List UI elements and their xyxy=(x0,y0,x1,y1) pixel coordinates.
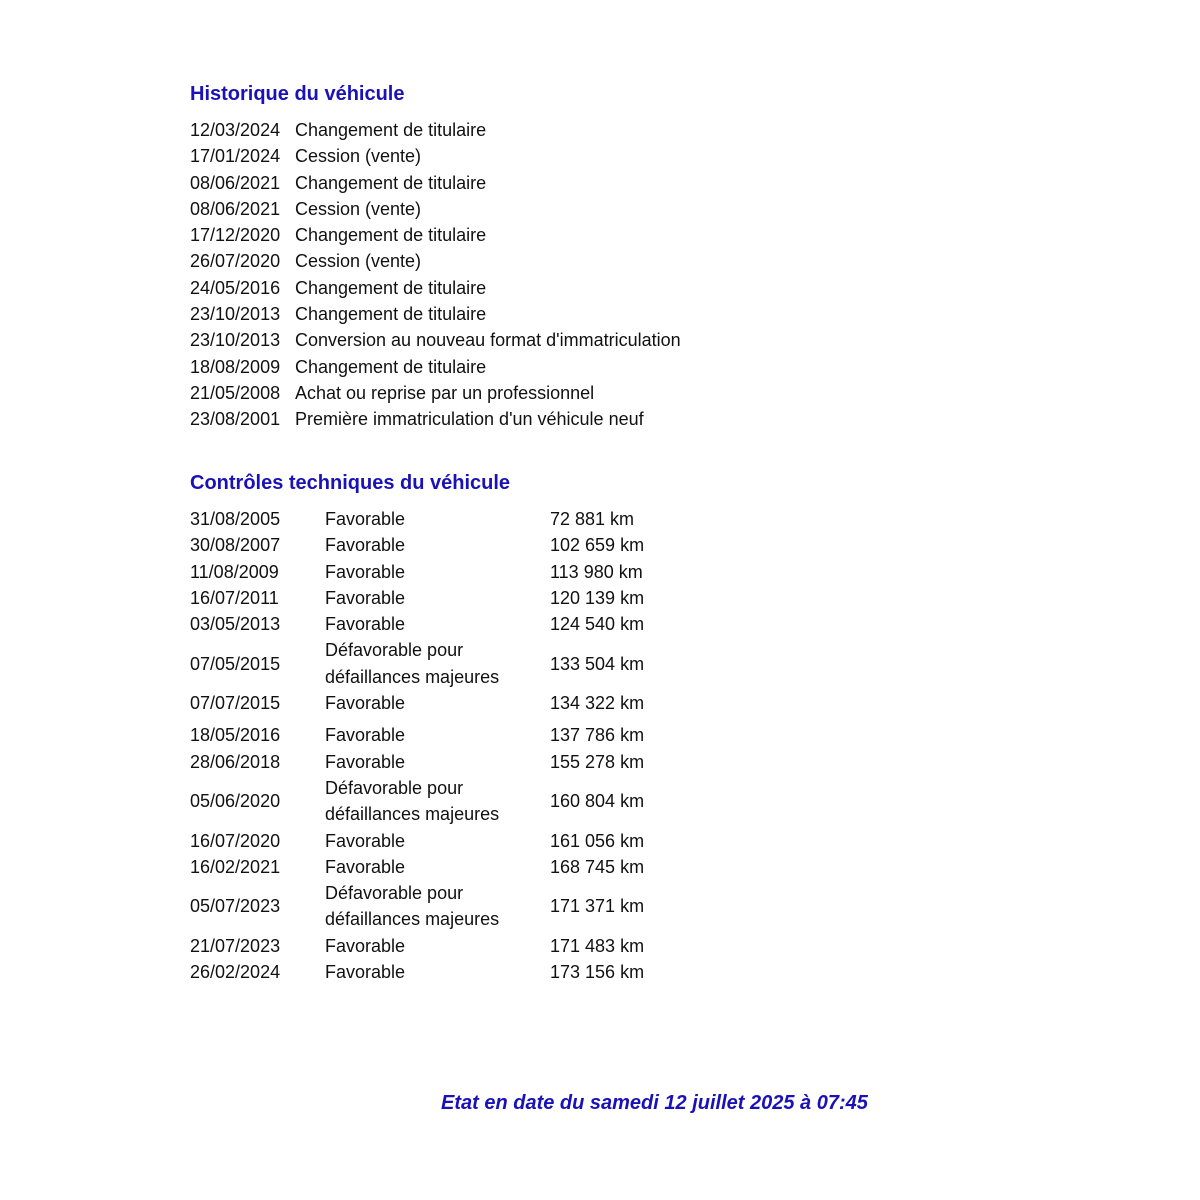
history-event: Changement de titulaire xyxy=(295,120,487,140)
control-date: 16/07/2020 xyxy=(190,830,281,851)
control-row xyxy=(190,749,670,775)
control-result-text: Favorable xyxy=(325,856,406,877)
control-mileage: 168 745 km xyxy=(550,856,645,877)
history-row xyxy=(190,170,681,196)
control-row xyxy=(190,959,670,985)
control-row xyxy=(190,722,670,748)
control-date: 31/08/2005 xyxy=(190,509,281,529)
history-date: 23/08/2001 xyxy=(190,409,281,430)
control-result xyxy=(325,933,550,959)
control-result xyxy=(325,828,550,854)
control-result-text: Favorable xyxy=(325,561,406,582)
control-mileage: 134 322 km xyxy=(550,693,645,714)
control-row xyxy=(190,775,670,828)
control-result-text: Favorable xyxy=(325,830,406,851)
control-result-text: Favorable xyxy=(325,751,406,772)
history-date: 23/10/2013 xyxy=(190,330,281,351)
control-result xyxy=(325,690,550,722)
control-mileage: 155 278 km xyxy=(550,751,645,772)
history-event: Cession (vente) xyxy=(295,198,422,219)
control-result-text: Favorable xyxy=(325,509,406,529)
control-date: 05/07/2023 xyxy=(190,896,281,917)
history-event: Cession (vente) xyxy=(295,146,422,167)
control-row xyxy=(190,532,670,558)
control-date: 05/06/2020 xyxy=(190,791,281,812)
technical-controls-table xyxy=(190,506,670,985)
history-date: 08/06/2021 xyxy=(190,198,281,219)
control-date: 30/08/2007 xyxy=(190,535,281,556)
control-mileage: 113 980 km xyxy=(550,561,643,582)
control-result-text: Favorable xyxy=(325,962,406,983)
history-date: 26/07/2020 xyxy=(190,251,281,272)
control-row xyxy=(190,559,670,585)
history-date: 17/12/2020 xyxy=(190,225,281,246)
control-row xyxy=(190,854,670,880)
control-mileage: 161 056 km xyxy=(550,830,645,851)
control-row xyxy=(190,933,670,959)
control-result xyxy=(325,722,550,748)
history-date: 23/10/2013 xyxy=(190,304,281,325)
control-result xyxy=(325,775,550,828)
history-date: 18/08/2009 xyxy=(190,356,281,377)
control-result xyxy=(325,637,550,690)
control-mileage: 124 540 km xyxy=(550,614,645,635)
history-date: 12/03/2024 xyxy=(190,120,281,140)
history-event: Cession (vente) xyxy=(295,251,422,272)
control-result-text: Favorable xyxy=(325,614,406,635)
control-date: 16/07/2011 xyxy=(190,587,279,608)
history-row xyxy=(190,196,681,222)
control-result xyxy=(325,854,550,880)
control-date: 07/07/2015 xyxy=(190,693,281,714)
control-result xyxy=(325,959,550,985)
history-event: Changement de titulaire xyxy=(295,356,487,377)
control-result-text: Défavorable pour défaillances majeures xyxy=(325,883,500,930)
history-row xyxy=(190,275,681,301)
history-date: 17/01/2024 xyxy=(190,146,281,167)
history-row xyxy=(190,380,681,406)
control-result-text: Favorable xyxy=(325,535,406,556)
history-date: 21/05/2008 xyxy=(190,382,281,403)
history-row xyxy=(190,248,681,274)
control-result-text: Défavorable pour défaillances majeures xyxy=(325,640,500,687)
history-section-title: Historique du véhicule xyxy=(190,83,405,105)
history-event: Achat ou reprise par un professionnel xyxy=(295,382,595,403)
control-result-text: Défavorable pour défaillances majeures xyxy=(325,777,500,825)
history-event: Changement de titulaire xyxy=(295,304,487,325)
control-result-text: Favorable xyxy=(325,587,406,608)
control-mileage: 171 371 km xyxy=(550,896,645,917)
control-result xyxy=(325,749,550,775)
controls-section-title: Contrôles techniques du véhicule xyxy=(190,472,511,494)
control-date: 03/05/2013 xyxy=(190,614,281,635)
control-date: 18/05/2016 xyxy=(190,725,281,746)
control-mileage: 102 659 km xyxy=(550,535,645,556)
control-row xyxy=(190,585,670,611)
history-event: Changement de titulaire xyxy=(295,277,487,298)
control-date: 07/05/2015 xyxy=(190,653,281,674)
control-mileage: 171 483 km xyxy=(550,935,645,956)
history-row xyxy=(190,301,681,327)
history-row xyxy=(190,406,681,432)
control-mileage: 137 786 km xyxy=(550,725,645,746)
control-result-text: Favorable xyxy=(325,693,406,714)
control-row xyxy=(190,880,670,933)
control-row xyxy=(190,637,670,690)
control-date: 26/02/2024 xyxy=(190,962,281,983)
history-event: Changement de titulaire xyxy=(295,172,487,193)
control-row xyxy=(190,690,670,722)
history-row xyxy=(190,327,681,353)
history-date: 08/06/2021 xyxy=(190,172,281,193)
control-result xyxy=(325,506,550,532)
control-result-text: Favorable xyxy=(325,725,406,746)
history-row xyxy=(190,354,681,380)
control-row xyxy=(190,506,670,532)
control-date: 21/07/2023 xyxy=(190,935,281,956)
control-mileage: 72 881 km xyxy=(550,509,635,529)
history-event: Première immatriculation d'un véhicule neuf xyxy=(295,409,644,430)
control-date: 16/02/2021 xyxy=(190,856,281,877)
history-event: Changement de titulaire xyxy=(295,225,487,246)
control-mileage: 133 504 km xyxy=(550,653,645,674)
history-event: Conversion au nouveau format d'immatriculation xyxy=(295,330,681,351)
control-date: 28/06/2018 xyxy=(190,751,281,772)
history-row xyxy=(190,222,681,248)
control-result xyxy=(325,532,550,558)
control-mileage: 173 156 km xyxy=(550,962,645,983)
control-result xyxy=(325,559,550,585)
status-timestamp: Etat en date du samedi 12 juillet 2025 à 07:45 xyxy=(441,1092,868,1114)
control-date: 11/08/2009 xyxy=(190,561,279,582)
history-row xyxy=(190,117,681,143)
control-row xyxy=(190,611,670,637)
history-list xyxy=(190,117,681,433)
history-row xyxy=(190,143,681,169)
control-mileage: 120 139 km xyxy=(550,587,645,608)
control-result xyxy=(325,611,550,637)
control-result-text: Favorable xyxy=(325,935,406,956)
history-date: 24/05/2016 xyxy=(190,277,281,298)
control-result xyxy=(325,585,550,611)
control-result xyxy=(325,880,550,933)
control-mileage: 160 804 km xyxy=(550,791,645,812)
control-row xyxy=(190,828,670,854)
